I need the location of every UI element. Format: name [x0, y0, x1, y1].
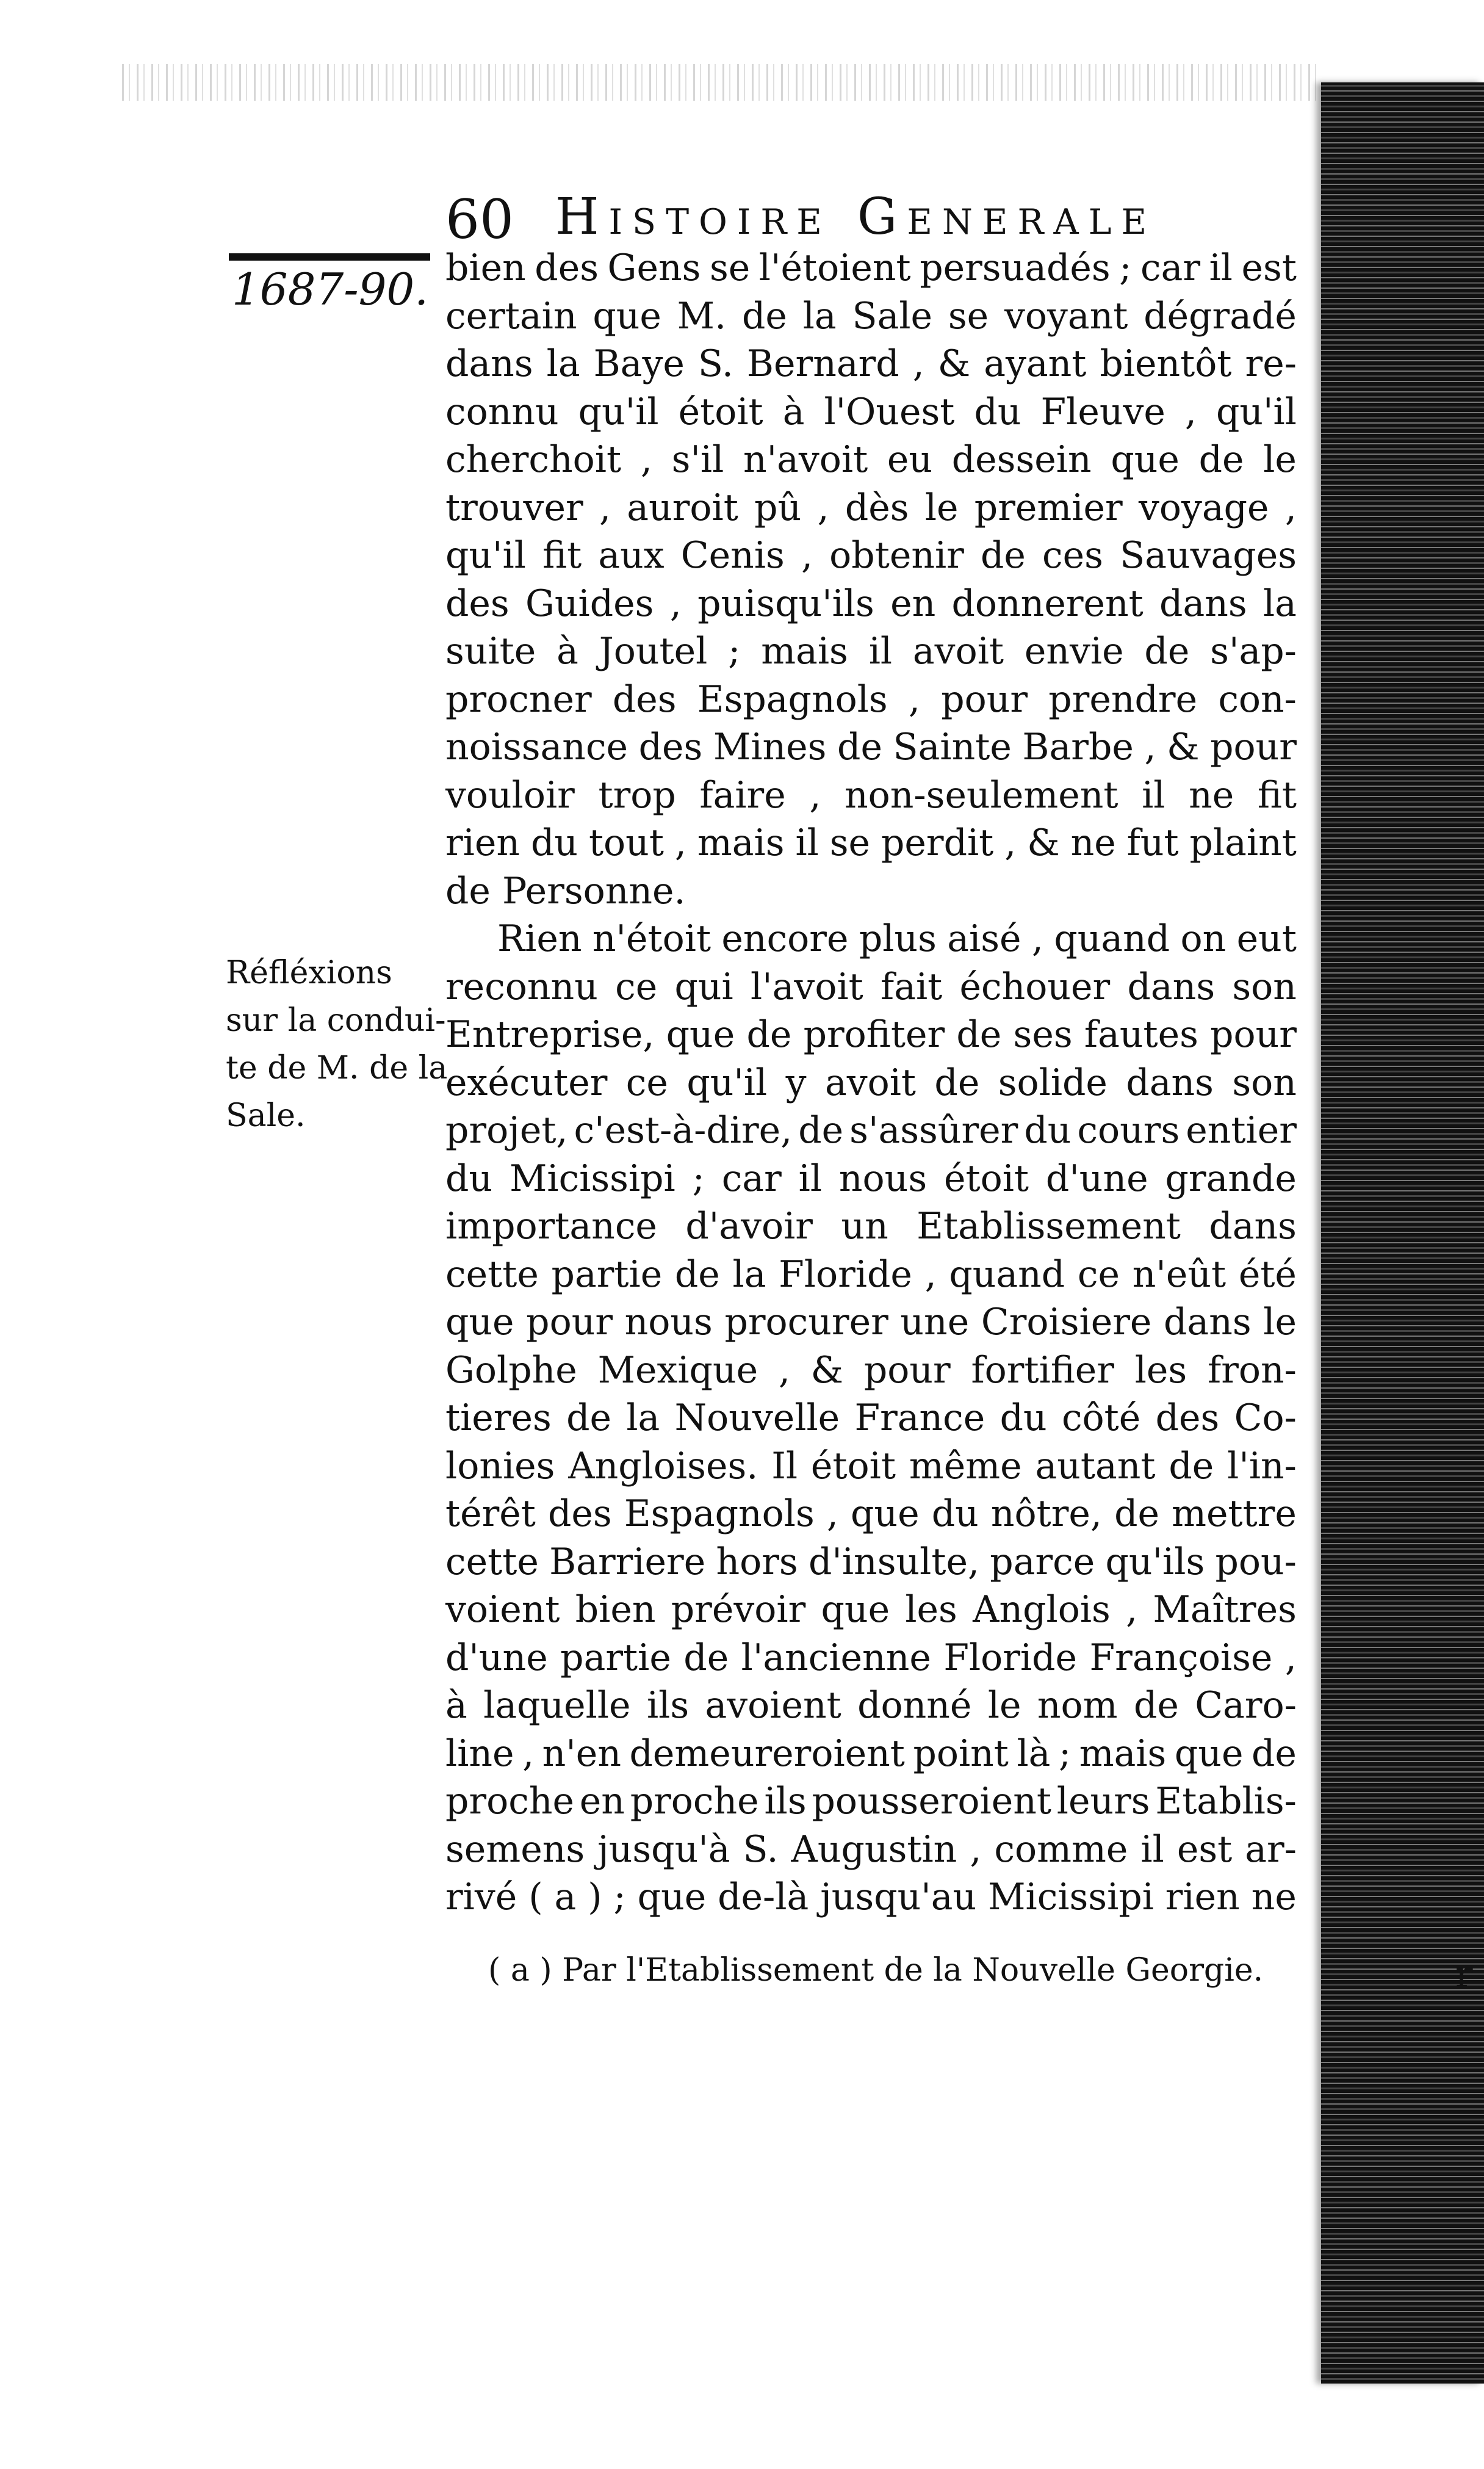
body-line: tieres de la Nouvelle France du côté des Co- [445, 1397, 1297, 1439]
body-line: reconnu ce qui l'avoit fait échouer dans son [445, 965, 1297, 1008]
body-line: line , n'en demeureroient point là ; mais que de [445, 1732, 1297, 1775]
body-line: proche en proche ils pousseroient leurs Etablis- [445, 1780, 1297, 1823]
body-line: connu qu'il étoit à l'Ouest du Fleuve , qu'il [445, 390, 1297, 433]
body-line: semens jusqu'à S. Augustin , comme il est ar- [445, 1827, 1297, 1871]
sidenote-line: te de M. de la [226, 1050, 448, 1086]
body-text [445, 244, 1297, 1921]
body-line: du Micissipi ; car il nous étoit d'une grande [445, 1157, 1297, 1200]
body-line: Rien n'étoit encore plus aisé , quand on eut [497, 917, 1297, 960]
body-line: vouloir trop faire , non-seulement il ne fit [445, 773, 1297, 817]
body-line: noissance des Mines de Sainte Barbe , & pour [445, 726, 1297, 768]
body-line: rien du tout , mais il se perdit , & ne fut plaint [445, 822, 1297, 864]
body-line: à laquelle ils avoient donné le nom de Caro- [445, 1684, 1297, 1727]
body-line: projet, c'est-à-dire, de s'assûrer du cours entier [445, 1109, 1297, 1152]
body-line: suite à Joutel ; mais il avoit envie de s'ap- [445, 630, 1297, 673]
body-line: Golphe Mexique , & pour fortifier les fron- [445, 1348, 1297, 1392]
body-line: de Personne. [445, 869, 686, 913]
body-line: exécuter ce qu'il y avoit de solide dans son [445, 1061, 1297, 1104]
body-line: cherchoit , s'il n'avoit eu dessein que de le [445, 438, 1297, 481]
running-title: Histoire Generale [555, 188, 1157, 246]
margin-year: 1687-90. [232, 264, 429, 315]
sidenote-line: Sale. [226, 1097, 306, 1134]
body-line: cette partie de la Floride , quand ce n'eût été [445, 1253, 1297, 1296]
body-line: que pour nous procurer une Croisiere dans le [445, 1301, 1297, 1343]
sidenote-line: sur la condui- [226, 1002, 446, 1039]
year-rule [229, 253, 430, 261]
body-line: importance d'avoir un Etablissement dans [445, 1205, 1297, 1248]
page-spine-shadow [1321, 82, 1484, 2384]
body-line: certain que M. de la Sale se voyant dégradé [445, 294, 1297, 338]
sidenote-line: Réfléxions [226, 955, 392, 991]
body-line: cette Barriere hors d'insulte, parce qu'ils pou- [445, 1540, 1297, 1583]
page-number: 60 [445, 188, 514, 251]
body-line: rivé ( a ) ; que de-là jusqu'au Micissipi rien ne [445, 1876, 1297, 1918]
body-line: Entreprise, que de profiter de ses fautes pour [445, 1013, 1297, 1056]
top-edge-noise [122, 64, 1318, 101]
body-line: dans la Baye S. Bernard , & ayant bientôt re- [445, 342, 1297, 385]
body-line: procner des Espagnols , pour prendre con- [445, 678, 1297, 721]
page-header [445, 183, 1312, 250]
body-line: d'une partie de l'ancienne Floride Françoise , [445, 1636, 1297, 1679]
body-line: qu'il fit aux Cenis , obtenir de ces Sauvages [445, 534, 1297, 577]
body-line: trouver , auroit pû , dès le premier voyage , [445, 486, 1297, 529]
body-line: térêt des Espagnols , que du nôtre, de mettre [445, 1492, 1297, 1535]
stray-mark: r [1455, 1953, 1473, 1996]
body-line: voient bien prévoir que les Anglois , Maîtres [445, 1588, 1297, 1631]
body-line: des Guides , puisqu'ils en donnerent dans la [445, 582, 1297, 625]
body-line: bien des Gens se l'étoient persuadés ; car il est [445, 247, 1297, 289]
margin-sidenote [226, 949, 458, 1140]
body-line: lonies Angloises. Il étoit même autant de l'in- [445, 1444, 1297, 1488]
footnote: ( a ) Par l'Etablissement de la Nouvelle Georgie. [488, 1952, 1264, 1989]
